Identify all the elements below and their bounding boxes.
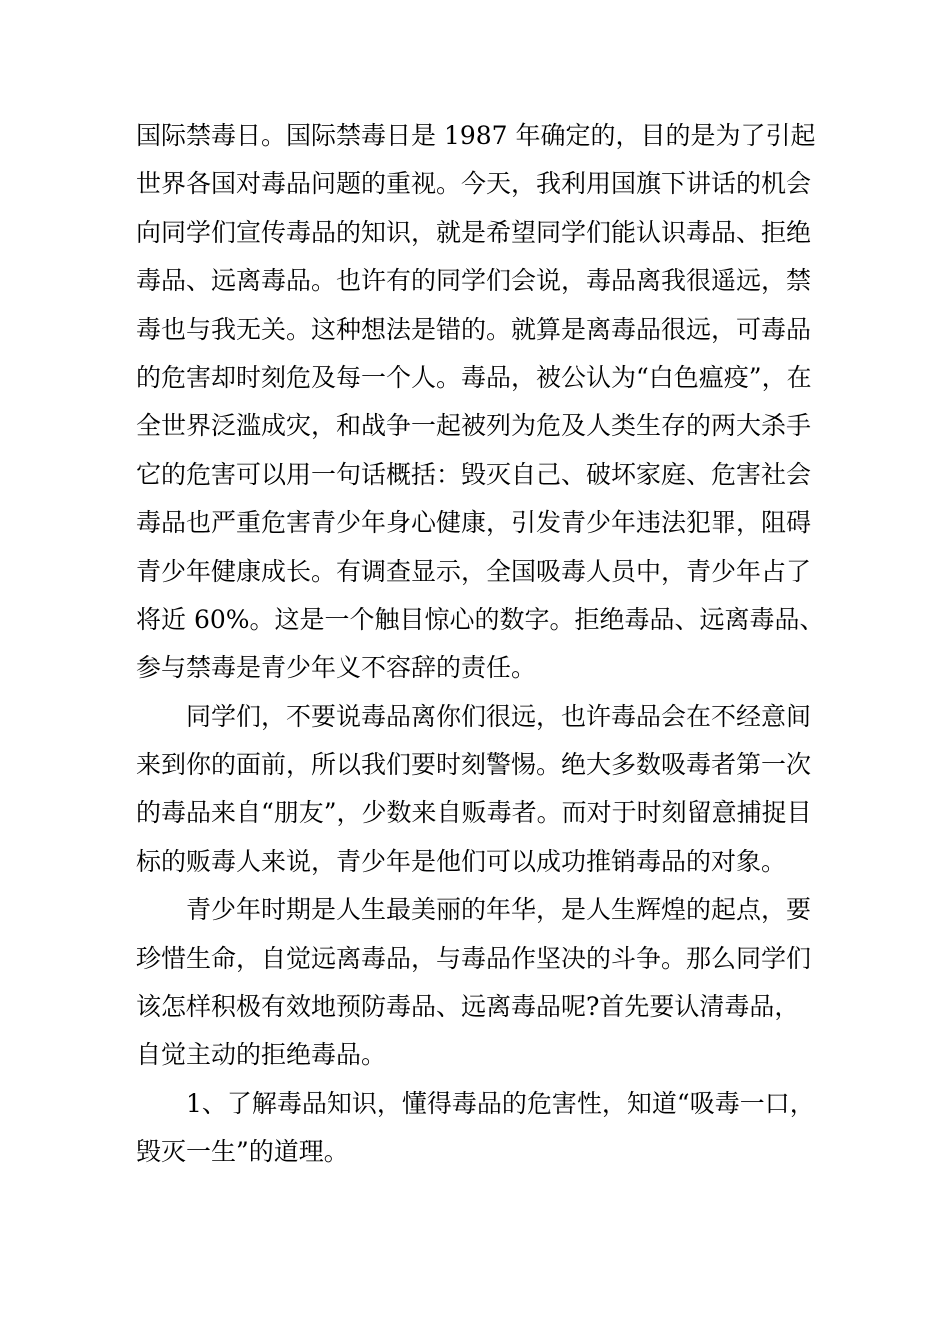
text-line: 世界各国对毒品问题的重视。今天，我利用国旗下讲话的机会 <box>136 169 812 199</box>
text-line: 1、了解毒品知识，懂得毒品的危害性，知道“吸毒一口， <box>186 1088 815 1118</box>
text-line: 该怎样积极有效地预防毒品、远离毒品呢?首先要认清毒品， <box>136 992 800 1022</box>
text-line: 青少年健康成长。有调查显示，全国吸毒人员中，青少年占了 <box>136 556 812 586</box>
text-line: 来到你的面前，所以我们要时刻警惕。绝大多数吸毒者第一次 <box>136 750 812 780</box>
text-line: 它的危害可以用一句话概括：毁灭自己、破坏家庭、危害社会 <box>136 459 812 489</box>
document-body <box>136 112 836 1177</box>
text-line: 将近 60%。这是一个触目惊心的数字。拒绝毒品、远离毒品、 <box>136 604 825 634</box>
paragraph <box>136 693 836 887</box>
text-line: 的危害却时刻危及每一个人。毒品，被公认为“白色瘟疫”，在 <box>136 362 812 392</box>
paragraph <box>136 112 836 693</box>
text-line: 标的贩毒人来说，青少年是他们可以成功推销毒品的对象。 <box>136 846 787 876</box>
text-line: 毒品、远离毒品。也许有的同学们会说，毒品离我很遥远，禁 <box>136 266 812 296</box>
text-line: 自觉主动的拒绝毒品。 <box>136 1040 387 1070</box>
paragraph <box>136 1080 836 1177</box>
text-line: 毒品也严重危害青少年身心健康，引发青少年违法犯罪，阻碍 <box>136 508 812 538</box>
text-line: 参与禁毒是青少年义不容辞的责任。 <box>136 653 537 683</box>
text-line: 青少年时期是人生最美丽的年华，是人生辉煌的起点，要 <box>186 895 812 925</box>
paragraph <box>136 886 836 1080</box>
text-line: 国际禁毒日。国际禁毒日是 1987 年确定的，目的是为了引起 <box>136 121 816 150</box>
text-line: 同学们，不要说毒品离你们很远，也许毒品会在不经意间 <box>186 701 812 731</box>
text-line: 珍惜生命，自觉远离毒品，与毒品作坚决的斗争。那么同学们 <box>136 943 812 973</box>
text-line: 全世界泛滥成灾，和战争一起被列为危及人类生存的两大杀手 <box>136 411 812 441</box>
text-line: 向同学们宣传毒品的知识，就是希望同学们能认识毒品、拒绝 <box>136 217 812 247</box>
text-line: 毁灭一生”的道理。 <box>136 1137 349 1167</box>
text-line: 的毒品来自“朋友”，少数来自贩毒者。而对于时刻留意捕捉目 <box>136 798 812 828</box>
text-line: 毒也与我无关。这种想法是错的。就算是离毒品很远，可毒品 <box>136 314 812 344</box>
